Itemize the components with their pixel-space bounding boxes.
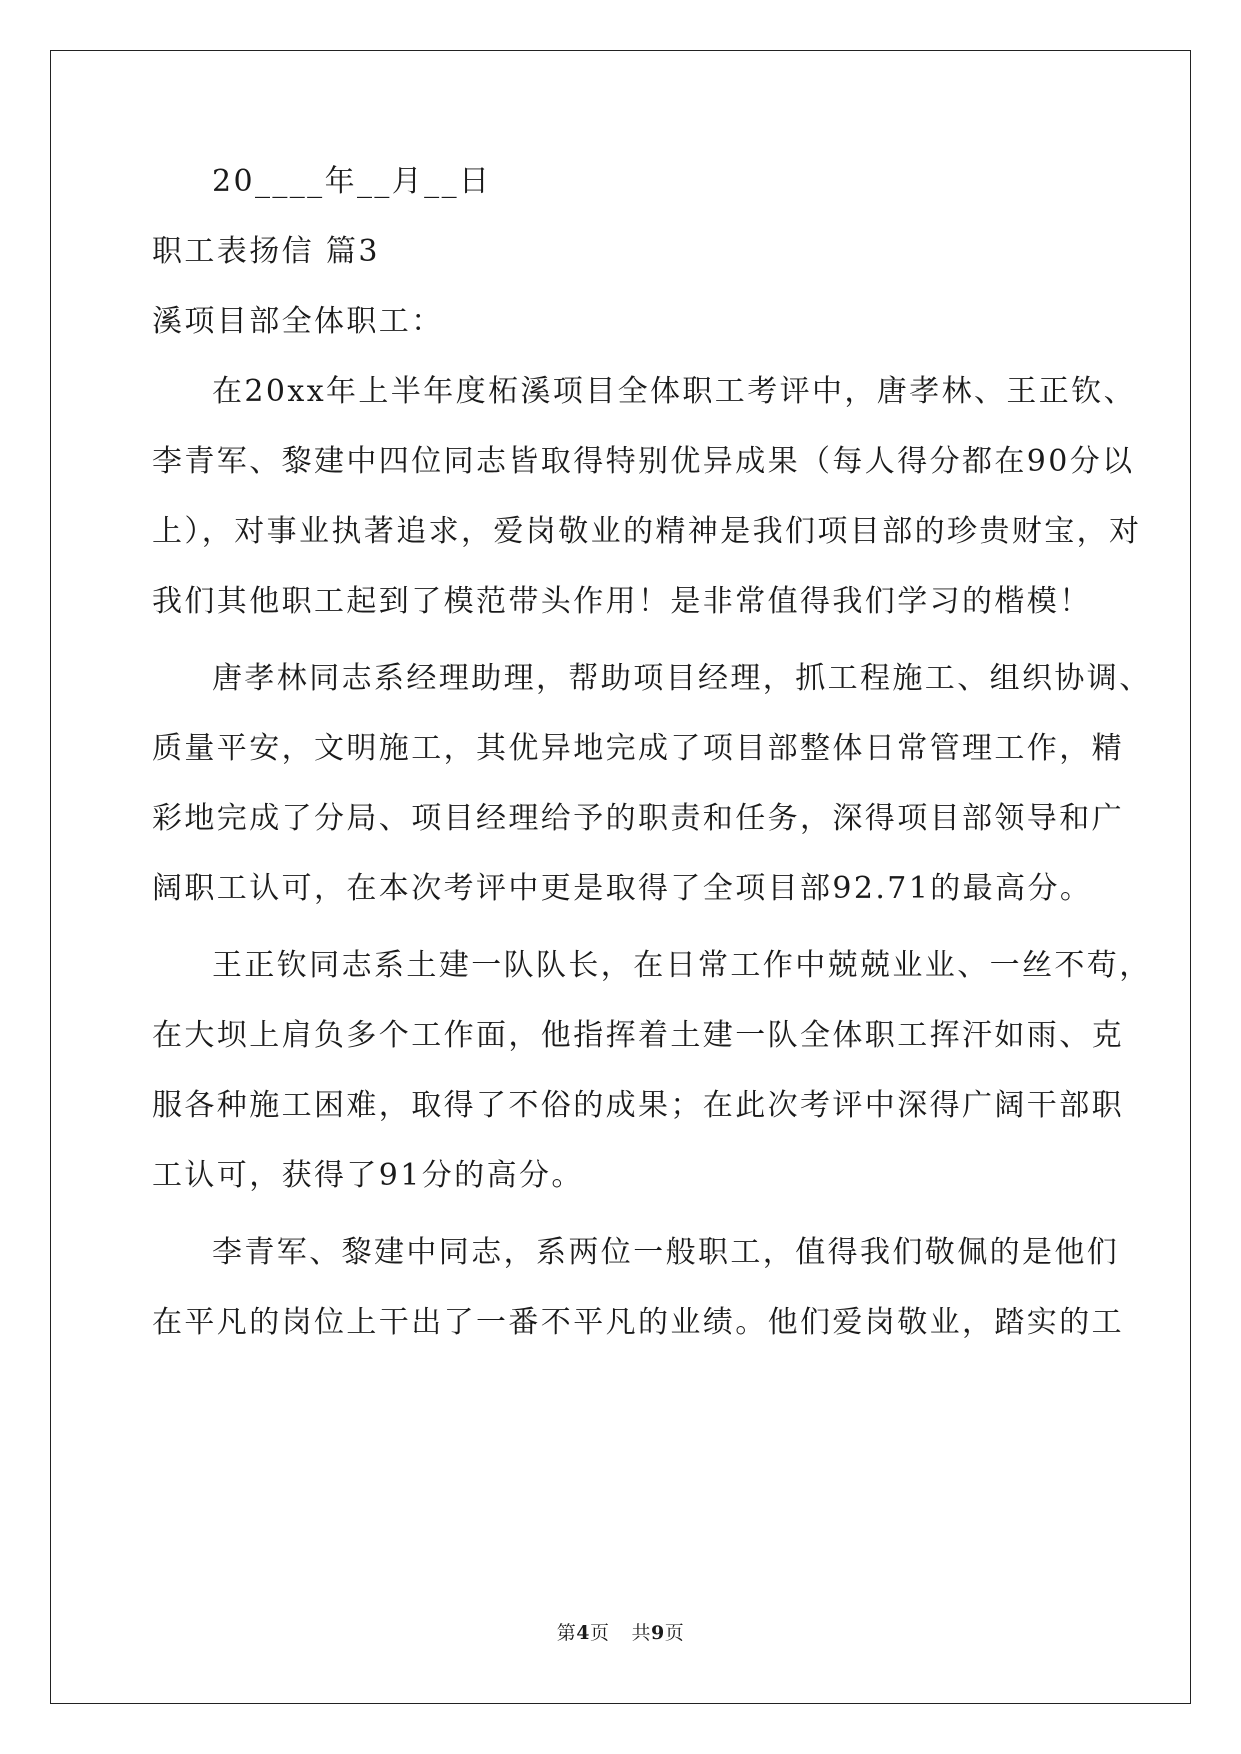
paragraph-line: 质量平安，文明施工，其优异地完成了项目部整体日常管理工作，精 bbox=[152, 731, 1124, 766]
page-label: 页 bbox=[589, 1622, 610, 1644]
paragraph-line: 在大坝上肩负多个工作面，他指挥着土建一队全体职工挥汗如雨、克 bbox=[152, 1018, 1124, 1053]
page-footer bbox=[0, 1621, 1241, 1645]
letter-heading: 职工表扬信 篇3 bbox=[152, 234, 380, 269]
paragraph-line: 彩地完成了分局、项目经理给予的职责和任务，深得项目部领导和广 bbox=[152, 801, 1124, 836]
paragraph-line: 阔职工认可，在本次考评中更是取得了全项目部92.71的最高分。 bbox=[152, 871, 1093, 906]
paragraph-line: 上），对事业执著追求，爱岗敬业的精神是我们项目部的珍贵财宝，对 bbox=[152, 514, 1142, 549]
salutation: 溪项目部全体职工： bbox=[152, 304, 444, 339]
paragraph-line: 我们其他职工起到了模范带头作用！是非常值得我们学习的楷模！ bbox=[152, 584, 1092, 619]
total-label: 页 bbox=[664, 1622, 685, 1644]
paragraph-line: 唐孝林同志系经理助理，帮助项目经理，抓工程施工、组织协调、 bbox=[212, 661, 1152, 696]
paragraph-line: 李青军、黎建中同志，系两位一般职工，值得我们敬佩的是他们 bbox=[212, 1235, 1120, 1270]
page-prefix: 第 bbox=[556, 1622, 577, 1644]
date-line: 20____年__月__日 bbox=[212, 164, 492, 199]
paragraph-line: 工认可，获得了91分的高分。 bbox=[152, 1158, 584, 1193]
current-page-number: 4 bbox=[576, 1622, 590, 1644]
paragraph-line: 在20xx年上半年度柘溪项目全体职工考评中，唐孝林、王正钦、 bbox=[212, 374, 1137, 409]
paragraph-line: 服各种施工困难，取得了不俗的成果；在此次考评中深得广阔干部职 bbox=[152, 1088, 1124, 1123]
total-page-number: 9 bbox=[651, 1622, 665, 1644]
paragraph-line: 王正钦同志系土建一队队长，在日常工作中兢兢业业、一丝不苟， bbox=[212, 948, 1152, 983]
paragraph-line: 在平凡的岗位上干出了一番不平凡的业绩。他们爱岗敬业，踏实的工 bbox=[152, 1305, 1124, 1340]
total-prefix: 共 bbox=[631, 1622, 652, 1644]
paragraph-line: 李青军、黎建中四位同志皆取得特别优异成果（每人得分都在90分以 bbox=[152, 444, 1135, 479]
